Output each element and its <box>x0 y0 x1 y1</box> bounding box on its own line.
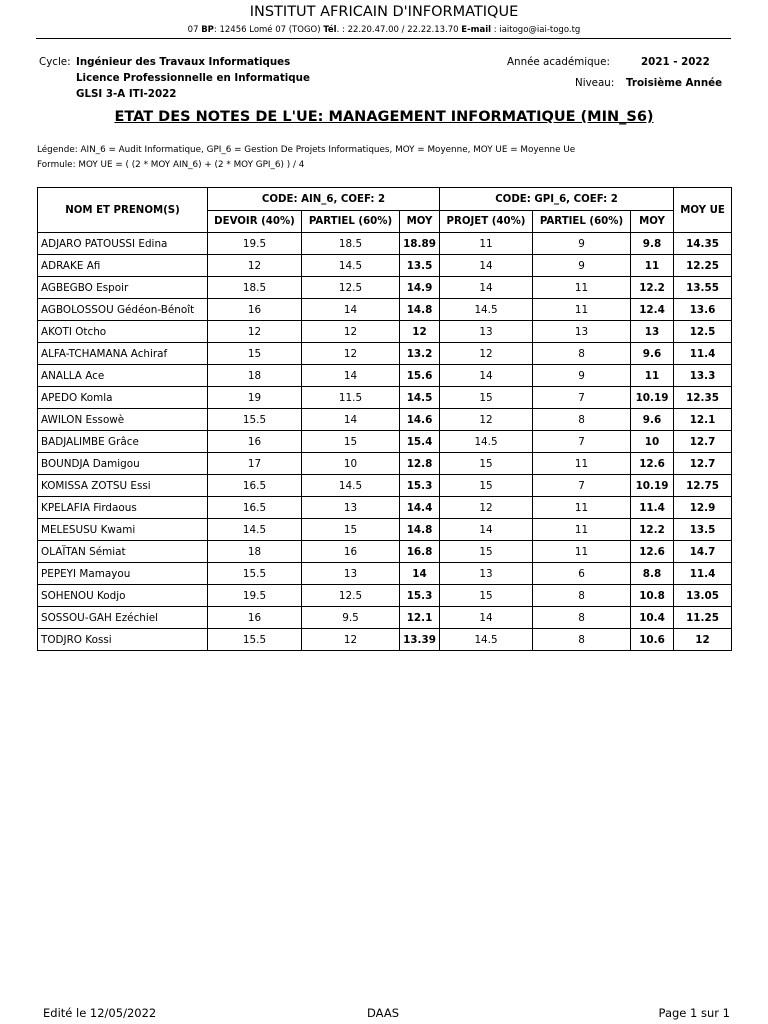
devoir-cell: 19 <box>208 387 302 409</box>
partiel-gpi6-cell: 7 <box>533 387 631 409</box>
devoir-cell: 18 <box>208 541 302 563</box>
partiel-gpi6-cell: 8 <box>533 629 631 651</box>
moy-gpi6-cell: 12.2 <box>631 519 674 541</box>
table-row <box>38 343 732 365</box>
projet-cell: 15 <box>440 453 533 475</box>
projet-cell: 14 <box>440 255 533 277</box>
projet-column-header: PROJET (40%) <box>440 211 533 233</box>
moy-ain6-cell: 15.6 <box>400 365 440 387</box>
partiel-gpi6-cell: 7 <box>533 475 631 497</box>
table-row <box>38 475 732 497</box>
table-row <box>38 541 732 563</box>
moy-gpi6-cell: 10.8 <box>631 585 674 607</box>
partiel-gpi6-cell: 9 <box>533 255 631 277</box>
moy-ain6-cell: 13.2 <box>400 343 440 365</box>
devoir-cell: 19.5 <box>208 233 302 255</box>
legend-block <box>37 143 575 173</box>
name-column-header: NOM ET PRENOM(S) <box>38 188 208 233</box>
moy-ue-cell: 11.25 <box>674 607 732 629</box>
moy-ue-cell: 12.25 <box>674 255 732 277</box>
partiel-ain6-cell: 14.5 <box>302 475 400 497</box>
projet-cell: 15 <box>440 585 533 607</box>
moy-ue-cell: 12.7 <box>674 453 732 475</box>
partiel-ain6-cell: 12 <box>302 321 400 343</box>
table-row <box>38 519 732 541</box>
grade-rows <box>38 233 732 651</box>
moy-gpi6-cell: 10 <box>631 431 674 453</box>
moy-ain6-cell: 12.8 <box>400 453 440 475</box>
projet-cell: 13 <box>440 563 533 585</box>
partiel-ain6-cell: 13 <box>302 497 400 519</box>
student-name-cell: SOHENOU Kodjo <box>38 585 208 607</box>
partiel-gpi6-cell: 11 <box>533 299 631 321</box>
partiel-ain6-cell: 15 <box>302 519 400 541</box>
partiel-ain6-cell: 14 <box>302 299 400 321</box>
grades-table <box>37 187 732 651</box>
student-name-cell: PEPEYI Mamayou <box>38 563 208 585</box>
page-number: Page 1 sur 1 <box>658 1006 730 1020</box>
moy-ain6-cell: 16.8 <box>400 541 440 563</box>
moy-ue-cell: 11.4 <box>674 343 732 365</box>
table-row <box>38 607 732 629</box>
moy-ain6-cell: 14.9 <box>400 277 440 299</box>
moy-ue-cell: 13.3 <box>674 365 732 387</box>
partiel-ain6-cell: 15 <box>302 431 400 453</box>
moy-ue-cell: 12.7 <box>674 431 732 453</box>
moy-gpi6-cell: 9.6 <box>631 409 674 431</box>
legend-text: Légende: AIN_6 = Audit Informatique, GPI_6 = Gestion De Projets Informatiques, MOY = Moyenne, MOY UE = Moyenne Ue <box>37 145 576 155</box>
devoir-cell: 16.5 <box>208 475 302 497</box>
moy-ain6-cell: 13.39 <box>400 629 440 651</box>
moy-gpi6-cell: 12.6 <box>631 453 674 475</box>
moy-ain6-cell: 14.8 <box>400 519 440 541</box>
projet-cell: 12 <box>440 343 533 365</box>
moy-gpi6-cell: 9.8 <box>631 233 674 255</box>
institution-name: INSTITUT AFRICAIN D'INFORMATIQUE <box>249 4 519 20</box>
table-row <box>38 563 732 585</box>
devoir-cell: 16.5 <box>208 497 302 519</box>
devoir-cell: 16 <box>208 299 302 321</box>
moy-gpi6-cell: 11.4 <box>631 497 674 519</box>
student-name-cell: AKOTI Otcho <box>38 321 208 343</box>
student-name-cell: ALFA-TCHAMANA Achiraf <box>38 343 208 365</box>
level-label: Niveau: <box>575 77 615 89</box>
document-title: ETAT DES NOTES DE L'UE: MANAGEMENT INFORMATIQUE (MIN_S6) <box>114 109 654 125</box>
projet-cell: 11 <box>440 233 533 255</box>
student-name-cell: AGBEGBO Espoir <box>38 277 208 299</box>
devoir-cell: 15.5 <box>208 629 302 651</box>
moy-ue-cell: 12.5 <box>674 321 732 343</box>
table-row <box>38 277 732 299</box>
moy-gpi6-cell: 12.6 <box>631 541 674 563</box>
institution-contact <box>0 25 768 35</box>
partiel-ain6-cell: 14.5 <box>302 255 400 277</box>
academic-year-label: Année académique: <box>507 56 610 68</box>
student-name-cell: APEDO Komla <box>38 387 208 409</box>
partiel-ain6-cell: 12.5 <box>302 277 400 299</box>
partiel-ain6-cell: 10 <box>302 453 400 475</box>
moy-ue-cell: 11.4 <box>674 563 732 585</box>
moy-ain6-cell: 14.5 <box>400 387 440 409</box>
student-name-cell: MELESUSU Kwami <box>38 519 208 541</box>
projet-cell: 14.5 <box>440 299 533 321</box>
table-row <box>38 453 732 475</box>
cycle-line: Ingénieur des Travaux Informatiques <box>76 56 291 68</box>
moy-gpi6-cell: 10.19 <box>631 475 674 497</box>
partiel-ain6-cell: 16 <box>302 541 400 563</box>
gpi6-group-header: CODE: GPI_6, COEF: 2 <box>440 188 674 211</box>
bp-label: BP <box>201 25 214 35</box>
projet-cell: 12 <box>440 497 533 519</box>
moy-ain6-cell: 15.4 <box>400 431 440 453</box>
devoir-cell: 16 <box>208 431 302 453</box>
level-value: Troisième Année <box>626 77 723 89</box>
moy-ue-column-header: MOY UE <box>674 188 732 233</box>
projet-cell: 14.5 <box>440 629 533 651</box>
moy-gpi6-cell: 11 <box>631 365 674 387</box>
devoir-cell: 15.5 <box>208 409 302 431</box>
header-divider <box>36 38 731 39</box>
partiel-ain6-cell: 14 <box>302 409 400 431</box>
moy-gpi6-column-header: MOY <box>631 211 674 233</box>
moy-gpi6-cell: 10.19 <box>631 387 674 409</box>
student-name-cell: BOUNDJA Damigou <box>38 453 208 475</box>
table-row <box>38 629 732 651</box>
student-name-cell: AGBOLOSSOU Gédéon-Bénoît <box>38 299 208 321</box>
moy-ain6-cell: 15.3 <box>400 585 440 607</box>
cycle-label: Cycle: <box>39 56 71 68</box>
moy-ain6-cell: 12.1 <box>400 607 440 629</box>
email-value: : iaitogo@iai-togo.tg <box>491 25 581 35</box>
student-name-cell: AWILON Essowè <box>38 409 208 431</box>
edit-date: Edité le 12/05/2022 <box>43 1006 157 1020</box>
projet-cell: 15 <box>440 541 533 563</box>
projet-cell: 12 <box>440 409 533 431</box>
projet-cell: 14 <box>440 519 533 541</box>
partiel-gpi6-cell: 11 <box>533 453 631 475</box>
projet-cell: 14 <box>440 365 533 387</box>
student-name-cell: ADRAKE Afi <box>38 255 208 277</box>
table-row <box>38 365 732 387</box>
table-row <box>38 233 732 255</box>
moy-ain6-cell: 12 <box>400 321 440 343</box>
tel-value: . : 22.20.47.00 / 22.22.13.70 <box>336 25 462 35</box>
moy-ain6-cell: 14.6 <box>400 409 440 431</box>
partiel-ain6-cell: 13 <box>302 563 400 585</box>
devoir-cell: 17 <box>208 453 302 475</box>
table-row <box>38 409 732 431</box>
moy-ue-cell: 12.35 <box>674 387 732 409</box>
moy-ue-cell: 12.1 <box>674 409 732 431</box>
moy-ain6-cell: 13.5 <box>400 255 440 277</box>
moy-ain6-cell: 18.89 <box>400 233 440 255</box>
table-row <box>38 431 732 453</box>
student-name-cell: KPELAFIA Firdaous <box>38 497 208 519</box>
table-row <box>38 299 732 321</box>
moy-gpi6-cell: 12.2 <box>631 277 674 299</box>
moy-gpi6-cell: 9.6 <box>631 343 674 365</box>
email-label: E-mail <box>461 25 492 35</box>
devoir-cell: 15.5 <box>208 563 302 585</box>
devoir-cell: 19.5 <box>208 585 302 607</box>
moy-gpi6-cell: 11 <box>631 255 674 277</box>
student-name-cell: BADJALIMBE Grâce <box>38 431 208 453</box>
partiel-ain6-cell: 18.5 <box>302 233 400 255</box>
formula-text: Formule: MOY UE = ( (2 * MOY AIN_6) + (2 * MOY GPI_6) ) / 4 <box>37 160 305 170</box>
projet-cell: 14.5 <box>440 431 533 453</box>
moy-ain6-cell: 14.8 <box>400 299 440 321</box>
bp-prefix: 07 <box>187 25 202 35</box>
moy-ue-cell: 13.05 <box>674 585 732 607</box>
table-row <box>38 255 732 277</box>
devoir-cell: 16 <box>208 607 302 629</box>
projet-cell: 15 <box>440 475 533 497</box>
department: DAAS <box>367 1006 400 1020</box>
moy-ue-cell: 13.5 <box>674 519 732 541</box>
tel-label: Tél <box>323 25 337 35</box>
ain6-group-header: CODE: AIN_6, COEF: 2 <box>208 188 440 211</box>
student-name-cell: KOMISSA ZOTSU Essi <box>38 475 208 497</box>
moy-ue-cell: 12.9 <box>674 497 732 519</box>
partiel-gpi6-cell: 8 <box>533 409 631 431</box>
table-row <box>38 387 732 409</box>
devoir-column-header: DEVOIR (40%) <box>208 211 302 233</box>
moy-ue-cell: 12 <box>674 629 732 651</box>
moy-ue-cell: 14.7 <box>674 541 732 563</box>
cycle-value <box>76 54 310 102</box>
moy-ue-cell: 14.35 <box>674 233 732 255</box>
partiel-gpi6-cell: 13 <box>533 321 631 343</box>
table-row <box>38 585 732 607</box>
table-row <box>38 321 732 343</box>
student-name-cell: OLAÏTAN Sémiat <box>38 541 208 563</box>
partiel-gpi6-cell: 11 <box>533 277 631 299</box>
partiel-gpi6-cell: 11 <box>533 541 631 563</box>
devoir-cell: 12 <box>208 321 302 343</box>
moy-ain6-column-header: MOY <box>400 211 440 233</box>
devoir-cell: 18 <box>208 365 302 387</box>
projet-cell: 14 <box>440 277 533 299</box>
partiel-gpi6-cell: 8 <box>533 585 631 607</box>
cycle-line: Licence Professionnelle en Informatique <box>76 72 310 84</box>
partiel-ain6-cell: 12 <box>302 343 400 365</box>
moy-ue-cell: 12.75 <box>674 475 732 497</box>
partiel-gpi6-cell: 8 <box>533 607 631 629</box>
moy-gpi6-cell: 12.4 <box>631 299 674 321</box>
table-row <box>38 497 732 519</box>
devoir-cell: 12 <box>208 255 302 277</box>
partiel-gpi6-cell: 11 <box>533 497 631 519</box>
moy-gpi6-cell: 13 <box>631 321 674 343</box>
moy-ain6-cell: 14.4 <box>400 497 440 519</box>
partiel-gpi6-cell: 9 <box>533 233 631 255</box>
partiel-ain6-cell: 14 <box>302 365 400 387</box>
partiel-gpi6-cell: 9 <box>533 365 631 387</box>
partiel-gpi6-cell: 8 <box>533 343 631 365</box>
partiel-ain6-cell: 12 <box>302 629 400 651</box>
devoir-cell: 18.5 <box>208 277 302 299</box>
partiel-ain6-cell: 11.5 <box>302 387 400 409</box>
student-name-cell: SOSSOU-GAH Ezéchiel <box>38 607 208 629</box>
bp-value: : 12456 Lomé 07 (TOGO) <box>213 25 324 35</box>
moy-ue-cell: 13.6 <box>674 299 732 321</box>
moy-gpi6-cell: 10.6 <box>631 629 674 651</box>
partiel-gpi6-cell: 11 <box>533 519 631 541</box>
partiel-ain6-column-header: PARTIEL (60%) <box>302 211 400 233</box>
moy-ue-cell: 13.55 <box>674 277 732 299</box>
projet-cell: 13 <box>440 321 533 343</box>
partiel-gpi6-cell: 7 <box>533 431 631 453</box>
projet-cell: 15 <box>440 387 533 409</box>
partiel-ain6-cell: 12.5 <box>302 585 400 607</box>
moy-gpi6-cell: 10.4 <box>631 607 674 629</box>
devoir-cell: 15 <box>208 343 302 365</box>
partiel-ain6-cell: 9.5 <box>302 607 400 629</box>
cycle-line: GLSI 3-A ITI-2022 <box>76 88 177 100</box>
devoir-cell: 14.5 <box>208 519 302 541</box>
partiel-gpi6-cell: 6 <box>533 563 631 585</box>
moy-ain6-cell: 14 <box>400 563 440 585</box>
moy-gpi6-cell: 8.8 <box>631 563 674 585</box>
academic-year-value: 2021 - 2022 <box>641 56 710 68</box>
moy-ain6-cell: 15.3 <box>400 475 440 497</box>
projet-cell: 14 <box>440 607 533 629</box>
student-name-cell: ADJARO PATOUSSI Edina <box>38 233 208 255</box>
partiel-gpi6-column-header: PARTIEL (60%) <box>533 211 631 233</box>
student-name-cell: ANALLA Ace <box>38 365 208 387</box>
student-name-cell: TODJRO Kossi <box>38 629 208 651</box>
